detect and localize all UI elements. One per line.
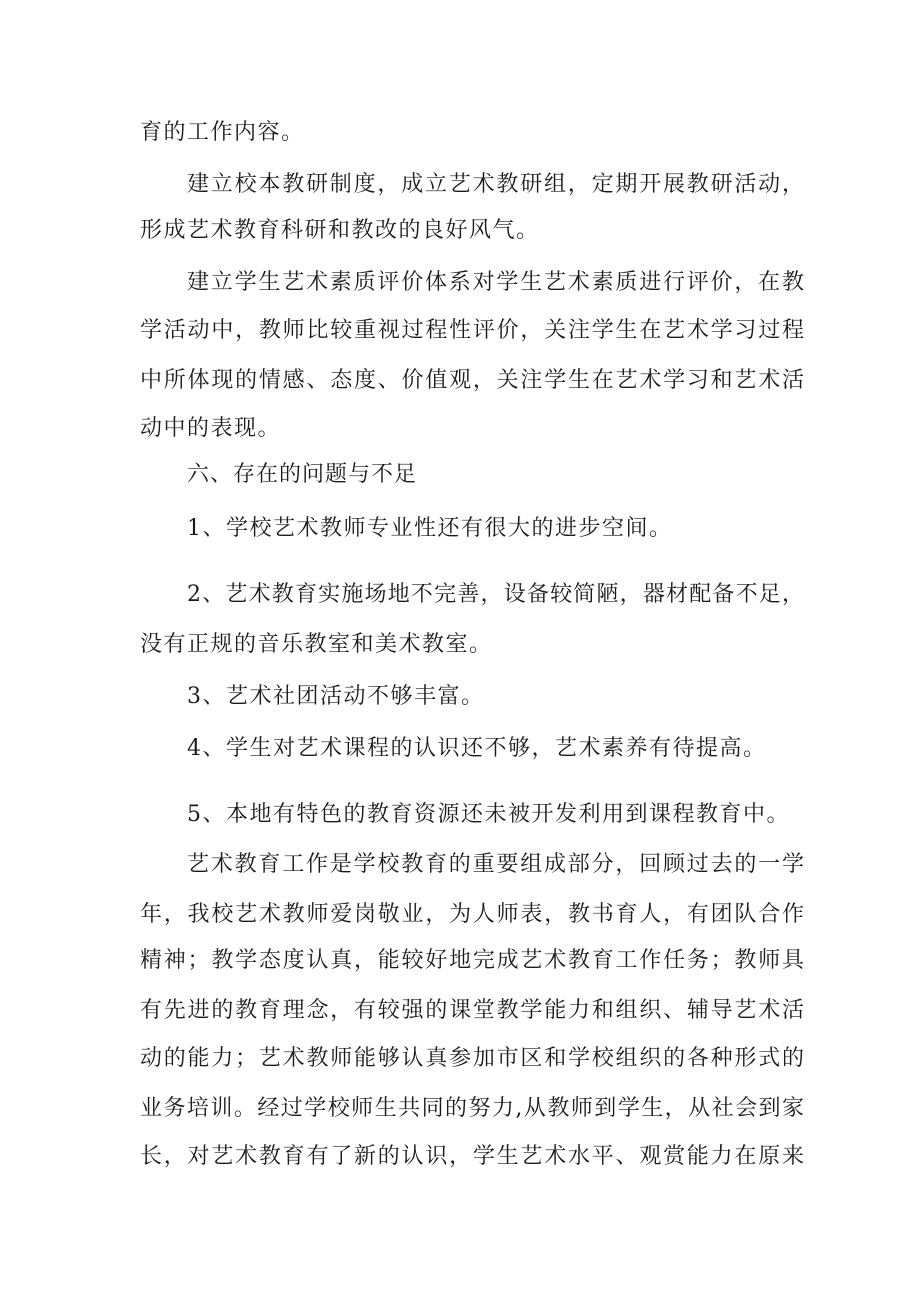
text-line: 精神；教学态度认真，能较好地完成艺术教育工作任务；教师具: [140, 948, 804, 973]
text-line: 形成艺术教育科研和教改的良好风气。: [140, 218, 540, 243]
text-line: 动的能力；艺术教师能够认真参加市区和学校组织的各种形式的: [140, 1046, 804, 1071]
text-line: 建立学生艺术素质评价体系对学生艺术素质进行评价，在教: [187, 270, 804, 295]
text-line: 年，我校艺术教师爱岗敬业，为人师表，教书育人，有团队合作: [140, 902, 804, 927]
list-item: 5、本地有特色的教育资源还未被开发利用到课程教育中。: [187, 802, 790, 827]
section-heading: 六、存在的问题与不足: [187, 462, 418, 487]
text-line: 育的工作内容。: [140, 120, 305, 145]
list-item: 3、艺术社团活动不够丰富。: [187, 684, 485, 709]
text-line: 学活动中，教师比较重视过程性评价，关注学生在艺术学习过程: [140, 318, 804, 343]
list-item: 1、学校艺术教师专业性还有很大的进步空间。: [187, 516, 673, 541]
text-line: 动中的表现。: [140, 416, 282, 441]
text-line: 没有正规的音乐教室和美术教室。: [140, 632, 493, 657]
text-line: 业务培训。经过学校师生共同的努力,从教师到学生，从社会到家: [140, 1096, 804, 1121]
list-item: 2、艺术教育实施场地不完善，设备较简陋，器材配备不足，: [187, 582, 804, 607]
list-item: 4、学生对艺术课程的认识还不够，艺术素养有待提高。: [187, 736, 767, 761]
text-line: 中所体现的情感、态度、价值观，关注学生在艺术学习和艺术活: [140, 368, 804, 393]
text-line: 长，对艺术教育有了新的认识，学生艺术水平、观赏能力在原来: [140, 1144, 804, 1169]
text-line: 建立校本教研制度，成立艺术教研组，定期开展教研活动，: [187, 172, 804, 197]
text-line: 有先进的教育理念，有较强的课堂教学能力和组织、辅导艺术活: [140, 998, 804, 1023]
text-line: 艺术教育工作是学校教育的重要组成部分，回顾过去的一学: [187, 852, 804, 877]
